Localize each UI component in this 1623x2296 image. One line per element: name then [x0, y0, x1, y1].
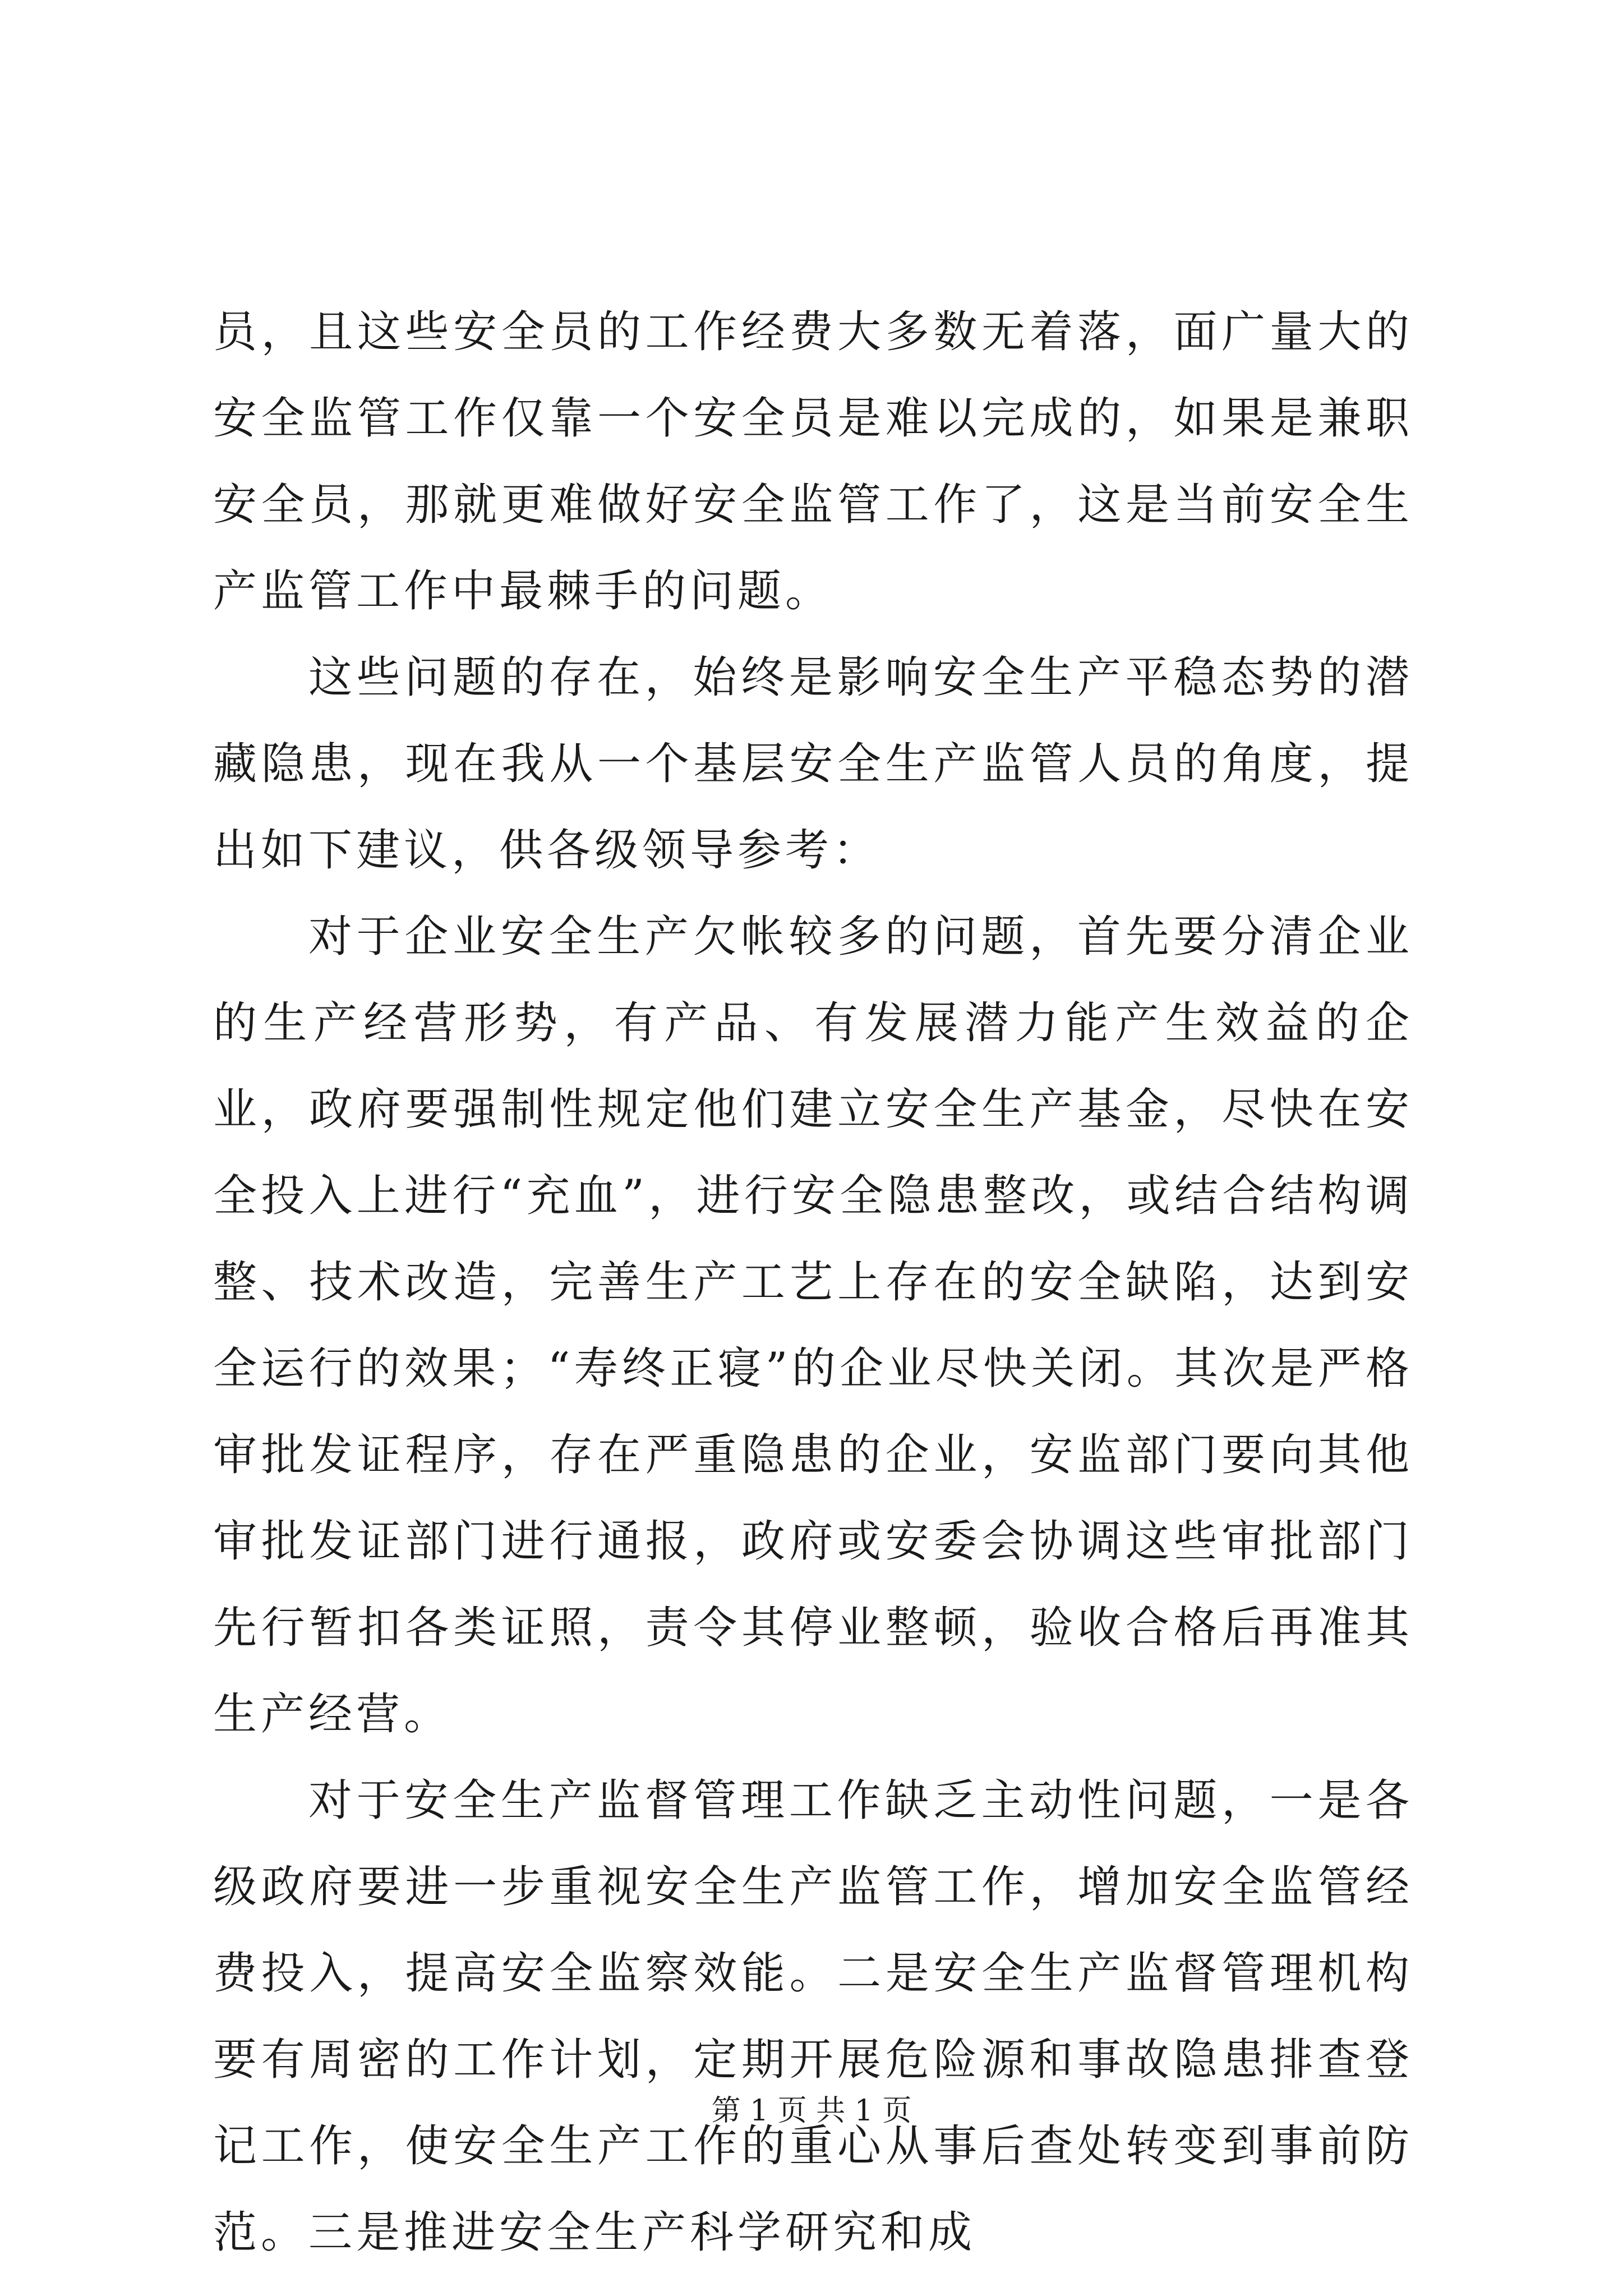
document-body: [213, 289, 1413, 2276]
paragraph-continuation: 员，且这些安全员的工作经费大多数无着落，面广量大的安全监管工作仅靠一个安全员是难以完成的，如果是兼职安全员，那就更难做好安全监管工作了，这是当前安全生产监管工作中最棘手的问题。: [213, 307, 1413, 616]
page-footer: 第 1 页 共 1 页: [711, 2094, 912, 2128]
paragraph: 这些问题的存在，始终是影响安全生产平稳态势的潜藏隐患，现在我从一个基层安全生产监管人员的角度，提出如下建议，供各级领导参考：: [213, 652, 1413, 876]
paragraph: 对于安全生产监督管理工作缺乏主动性问题，一是各级政府要进一步重视安全生产监管工作，增加安全监管经费投入，提高安全监察效能。二是安全生产监督管理机构要有周密的工作计划，定期开展危险源和事故隐患排查登记工作，使安全生产工作的重心从事后查处转变到事前防范。三是推进安全生产科学研究和成: [213, 1775, 1413, 2258]
paragraph: 对于企业安全生产欠帐较多的问题，首先要分清企业的生产经营形势，有产品、有发展潜力能产生效益的企业，政府要强制性规定他们建立安全生产基金，尽快在安全投入上进行“充血”，进行安全隐患整改，或结合结构调整、技术改造，完善生产工艺上存在的安全缺陷，达到安全运行的效果；“寿终正寝”的企业尽快关闭。其次是严格审批发证程序，存在严重隐患的企业，安监部门要向其他审批发证部门进行通报，政府或安委会协调这些审批部门先行暂扣各类证照，责令其停业整顿，验收合格后再准其生产经营。: [213, 912, 1413, 1740]
